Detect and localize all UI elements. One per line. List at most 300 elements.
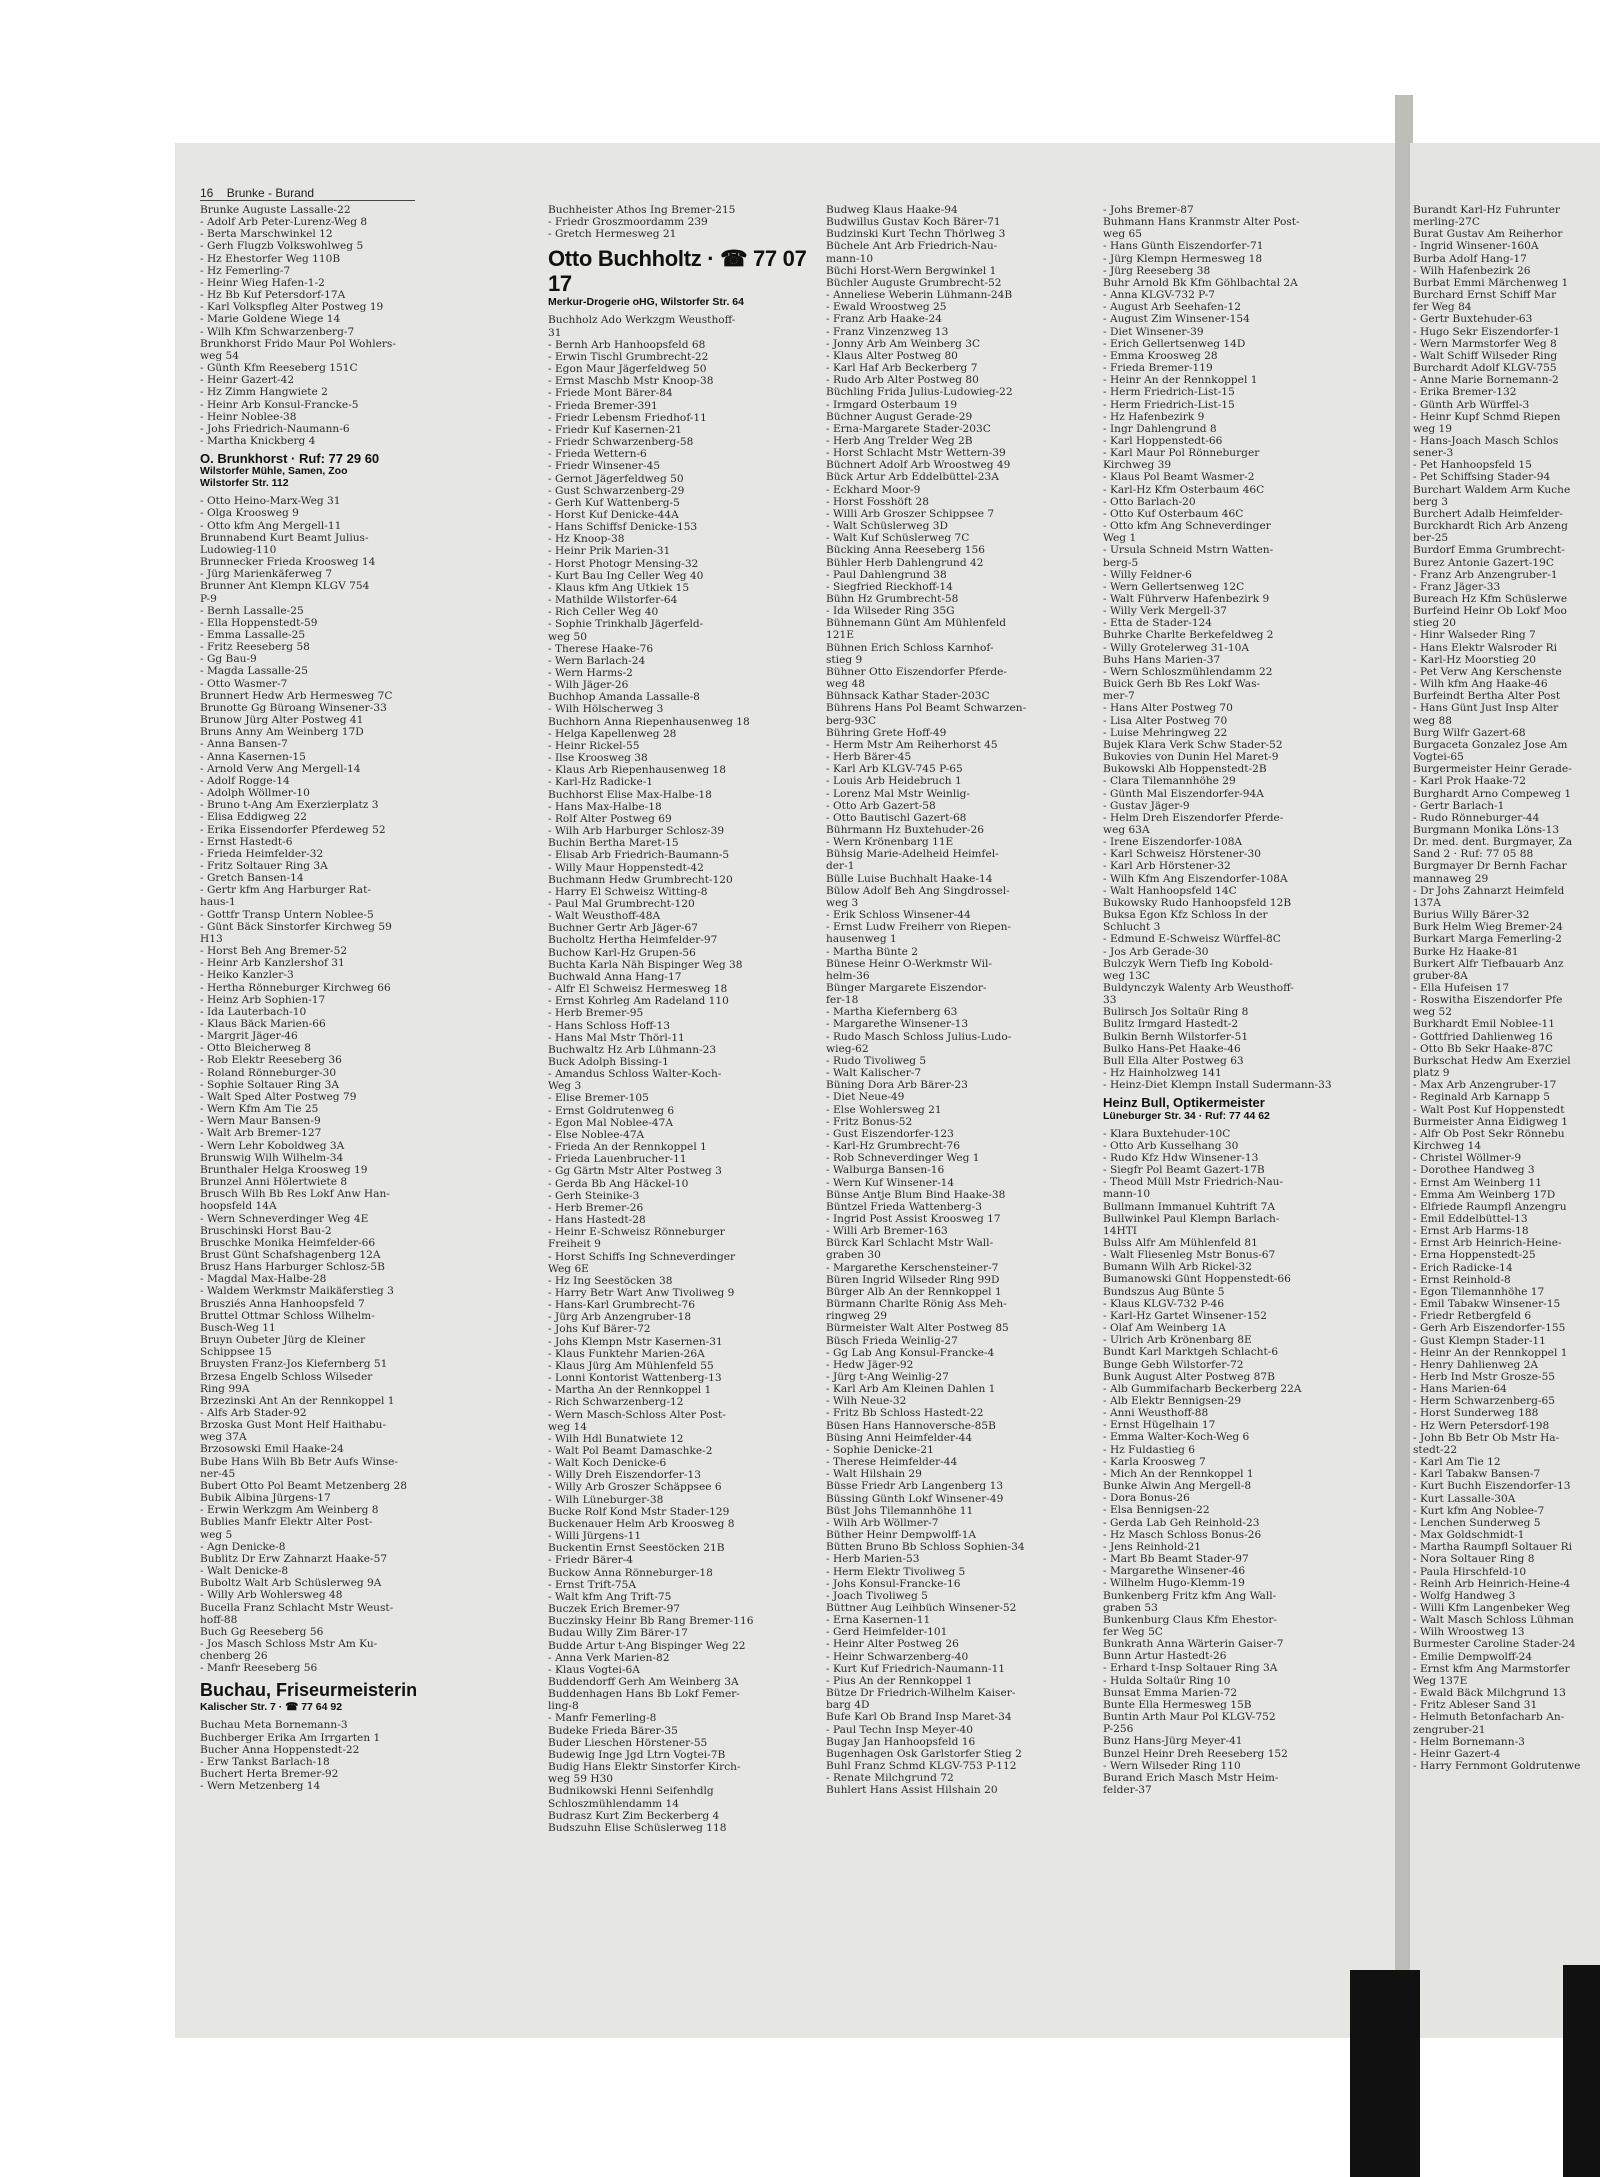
directory-entry: Buhrke Charlte Berkefeldweg 2 — [1103, 629, 1274, 642]
directory-entry: Schloszmühlendamm 14 — [548, 1797, 680, 1810]
directory-entry: helm-36 — [826, 969, 870, 982]
directory-entry: Brusch Wilh Bb Res Lokf Anw Han- — [200, 1188, 390, 1201]
directory-entry: - Karl Arb Am Kleinen Dahlen 1 — [826, 1383, 996, 1396]
directory-entry: - Frieda An der Rennkoppel 1 — [548, 1141, 707, 1154]
directory-entry: - Friedr Retbergfeld 6 — [1413, 1310, 1532, 1323]
directory-entry: Brunow Jürg Alter Postweg 41 — [200, 714, 364, 727]
directory-entry: - Margarethe Kerschensteiner-7 — [826, 1261, 999, 1274]
directory-entry: - Wern Gellertsenweg 12C — [1103, 580, 1245, 593]
directory-entry: - Horst Sunderweg 188 — [1413, 1407, 1539, 1420]
directory-entry: - Ingr Dahlengrund 8 — [1103, 422, 1217, 435]
directory-entry: Burchert Adalb Heimfelder- — [1413, 507, 1563, 520]
directory-entry: Bunkrath Anna Wärterin Gaiser-7 — [1103, 1638, 1284, 1651]
directory-entry: - Karl Maur Pol Rönneburger — [1103, 447, 1260, 460]
directory-entry: - Heinr Arb Kanzlershof 31 — [200, 957, 345, 970]
directory-entry: - Dora Bonus-26 — [1103, 1492, 1190, 1505]
directory-entry: Bucella Franz Schlacht Mstr Weust- — [200, 1601, 394, 1614]
column-5 — [1413, 204, 1600, 1772]
directory-entry: - Hertha Rönneburger Kirchweg 66 — [200, 981, 391, 994]
directory-entry: Bufe Karl Ob Brand Insp Maret-34 — [826, 1711, 1012, 1724]
directory-entry: Brunkhorst Frido Maur Pol Wohlers- — [200, 337, 396, 350]
directory-entry: - Hans Hastedt-28 — [548, 1214, 646, 1227]
directory-entry: - Ernst Hügelhain 17 — [1103, 1419, 1216, 1432]
directory-entry: - Willi Jürgens-11 — [548, 1530, 642, 1543]
directory-entry: - Heinr E-Schweisz Rönneburger — [548, 1226, 725, 1239]
directory-entry: - Rolf Alter Postweg 69 — [548, 812, 672, 825]
directory-entry: Brunner Ant Klempn KLGV 754 — [200, 580, 370, 593]
directory-entry: - Walt Weusthoff-48A — [548, 910, 661, 923]
directory-entry: - Erika Bremer-132 — [1413, 386, 1517, 399]
directory-entry: Büchner August Gerade-29 — [826, 410, 973, 423]
directory-entry: - Gerh Kuf Wattenberg-5 — [548, 496, 680, 509]
directory-entry: - Frieda Bremer-119 — [1103, 362, 1213, 375]
directory-entry: Brunswig Wilh Wilhelm-34 — [200, 1151, 344, 1164]
directory-entry: - Ernst Am Weinberg 11 — [1413, 1176, 1542, 1189]
directory-entry: Bunn Artur Hastedt-26 — [1103, 1650, 1227, 1663]
directory-entry: Bunz Hans-Jürg Meyer-41 — [1103, 1735, 1243, 1748]
directory-entry: haus-1 — [200, 896, 236, 909]
directory-entry: Burandt Karl-Hz Fuhrunter — [1413, 204, 1560, 216]
directory-entry: - Hz Fuldastieg 6 — [1103, 1443, 1196, 1456]
directory-entry: - Kurt Kuf Friedrich-Naumann-11 — [826, 1662, 1006, 1675]
directory-entry: Buchow Karl-Hz Grupen-56 — [548, 946, 696, 959]
directory-entry: - Alb Elektr Bennigsen-29 — [1103, 1395, 1242, 1407]
directory-entry: - Irmgard Osterbaum 19 — [826, 398, 958, 411]
directory-entry: - Hz Hafenbezirk 9 — [1103, 410, 1205, 423]
advertisement — [200, 1680, 475, 1713]
directory-entry: - Hz Ehestorfer Weg 110B — [200, 252, 341, 265]
directory-entry: - Klaus KLGV-732 P-46 — [1103, 1297, 1225, 1310]
directory-entry: - Heinr Gazert-42 — [200, 374, 295, 387]
directory-entry: Büren Ingrid Wilseder Ring 99D — [826, 1273, 1000, 1286]
directory-entry: - Walt Hilshain 29 — [826, 1468, 922, 1481]
directory-entry: - Theod Müll Mstr Friedrich-Nau- — [1103, 1176, 1284, 1189]
directory-entry: - Etta de Stader-124 — [1103, 617, 1213, 630]
directory-entry: Bumanowski Günt Hoppenstedt-66 — [1103, 1273, 1291, 1286]
running-header — [200, 186, 314, 200]
directory-entry: - Herm Mstr Am Reiherhorst 45 — [826, 738, 998, 751]
directory-entry: Bürck Karl Schlacht Mstr Wall- — [826, 1237, 994, 1250]
directory-entry: Büchi Horst-Wern Bergwinkel 1 — [826, 264, 997, 277]
directory-entry: - Bernh Lassalle-25 — [200, 604, 304, 617]
directory-entry: - Ernst Maschb Mstr Knoop-38 — [548, 375, 714, 388]
directory-entry: Budrasz Kurt Zim Beckerberg 4 — [548, 1809, 720, 1822]
directory-entry: Bunk August Alter Postweg 87B — [1103, 1370, 1275, 1383]
directory-entry: - Herm Friedrich-List-15 — [1103, 398, 1235, 411]
directory-entry: Buchner Gertr Arb Jäger-67 — [548, 922, 698, 935]
directory-entry: - Walt Masch Schloss Lühman — [1413, 1614, 1574, 1627]
directory-entry: Burke Hz Haake-81 — [1413, 945, 1519, 958]
directory-entry: Burius Willy Bärer-32 — [1413, 909, 1530, 922]
directory-entry: - Wern Harms-2 — [548, 667, 633, 679]
directory-entry: - Gust Klempn Stader-11 — [1413, 1334, 1546, 1347]
directory-entry: Burmeister Anna Eidigweg 1 — [1413, 1115, 1569, 1128]
directory-entry: - Ernst Ludw Freiherr von Riepen- — [826, 921, 1012, 934]
directory-entry: Buchheister Athos Ing Bremer-215 — [548, 204, 736, 216]
directory-entry: Burgaceta Gonzalez Jose Am — [1413, 738, 1568, 751]
directory-entry: - Ewald Wroostweg 25 — [826, 301, 947, 314]
directory-entry: - Walt Koch Denicke-6 — [548, 1457, 667, 1470]
directory-entry: - Otto Bleicherweg 8 — [200, 1042, 312, 1055]
directory-entry: - Wern Metzenberg 14 — [200, 1780, 321, 1793]
directory-entry: - Heinr Alter Postweg 26 — [826, 1638, 959, 1651]
directory-entry: Büchnert Adolf Arb Wroostweg 49 — [826, 459, 1011, 472]
directory-entry: wieg-62 — [826, 1042, 869, 1055]
directory-entry: chenberg 26 — [200, 1650, 268, 1663]
directory-entry: - Gg Lab Ang Konsul-Francke-4 — [826, 1346, 995, 1359]
directory-entry: - Wilh Arb Harburger Schlosz-39 — [548, 825, 725, 838]
directory-entry: Bühner Otto Eiszendorfer Pferde- — [826, 665, 1007, 678]
directory-entry: Brusziés Anna Hanhoopsfeld 7 — [200, 1297, 365, 1310]
directory-entry: Büst Johs Tilemannhöhe 11 — [826, 1504, 974, 1517]
directory-entry: - Gerh Steinike-3 — [548, 1189, 640, 1202]
directory-entry: - Walt Arb Bremer-127 — [200, 1127, 322, 1140]
directory-entry: - Erna Hoppenstedt-25 — [1413, 1249, 1536, 1262]
directory-entry: - Luise Mehringweg 22 — [1103, 726, 1228, 739]
directory-entry: - Ursula Schneid Mstrn Watten- — [1103, 544, 1274, 557]
directory-entry: Buckenauer Helm Arb Kroosweg 8 — [548, 1517, 735, 1530]
directory-entry: - Anni Weusthoff-88 — [1103, 1407, 1209, 1420]
directory-entry: fer-18 — [826, 994, 859, 1007]
directory-entry: - Karl-Hz Grumbrecht-76 — [826, 1140, 960, 1153]
directory-entry: - Otto Arb Kusselhang 30 — [1103, 1139, 1239, 1152]
directory-entry: Brunke Auguste Lassalle-22 — [200, 204, 351, 216]
directory-entry: - Klaus Bäck Marien-66 — [200, 1018, 326, 1030]
directory-entry: Bruschinski Horst Bau-2 — [200, 1224, 332, 1237]
directory-entry: - Pet Schiffsing Stader-94 — [1413, 471, 1551, 484]
directory-entry: - Emma Am Weinberg 17D — [1413, 1188, 1556, 1201]
directory-entry: - Amandus Schloss Walter-Koch- — [548, 1068, 722, 1081]
directory-entry: Buldynczyk Walenty Arb Weusthoff- — [1103, 982, 1294, 994]
directory-entry: - Sophie Trinkhalb Jägerfeld- — [548, 618, 704, 631]
directory-entry: - Karl Tabakw Bansen-7 — [1413, 1468, 1541, 1481]
directory-entry: zengruber-21 — [1413, 1723, 1486, 1736]
directory-entry: Budeke Frieda Bärer-35 — [548, 1724, 678, 1737]
directory-entry: - Bruno t-Ang Am Exerzierplatz 3 — [200, 799, 379, 812]
directory-entry: - Gerda Bb Ang Häckel-10 — [548, 1177, 689, 1190]
directory-entry: Bülow Adolf Beh Ang Singdrossel- — [826, 884, 1010, 897]
directory-entry: - Waldem Werkmstr Maikäferstieg 3 — [200, 1285, 394, 1298]
directory-entry: 31 — [548, 326, 562, 339]
directory-entry: - Elsa Bennigsen-22 — [1103, 1504, 1210, 1517]
directory-entry: - Hans Günth Eiszendorfer-71 — [1103, 240, 1264, 253]
directory-entry: - Ilse Kroosweg 38 — [548, 752, 648, 765]
directory-entry: - Wilh Hölscherweg 3 — [548, 703, 664, 716]
directory-entry: - Hz Knoop-38 — [548, 533, 625, 546]
directory-entry: - Willi Kfm Langenbeker Weg — [1413, 1601, 1571, 1614]
directory-entry: - Heinr Arb Konsul-Francke-5 — [200, 398, 359, 411]
directory-entry: - Franz Jäger-33 — [1413, 580, 1501, 593]
directory-entry: - Karl-Hz Moorstieg 20 — [1413, 653, 1537, 666]
directory-entry: - Gottfr Transp Untern Noblee-5 — [200, 908, 374, 921]
directory-entry: - Anna Verk Marien-82 — [548, 1651, 670, 1664]
directory-entry: Büsse Friedr Arb Langenberg 13 — [826, 1480, 1004, 1493]
directory-entry: Büchele Ant Arb Friedrich-Nau- — [826, 240, 998, 253]
directory-entry: P-9 — [200, 592, 217, 605]
directory-entry: - Johs Klempn Mstr Kasernen-31 — [548, 1335, 723, 1348]
directory-entry: - Herm Elektr Tivoliweg 5 — [826, 1565, 966, 1578]
directory-entry: - Anne Marie Bornemann-2 — [1413, 374, 1559, 387]
directory-entry: Burk Helm Wieg Bremer-24 — [1413, 921, 1563, 934]
directory-entry: - Magda Lassalle-25 — [200, 665, 309, 678]
directory-entry: Burchardt Adolf KLGV-755 — [1413, 362, 1557, 375]
directory-entry: Büsing Anni Heimfelder-44 — [826, 1431, 973, 1444]
directory-entry: - Wilhelm Hugo-Klemm-19 — [1103, 1577, 1245, 1590]
directory-entry: Bukowski Alb Hoppenstedt-2B — [1103, 763, 1267, 776]
directory-entry: - Gust Schwarzenberg-29 — [548, 484, 685, 497]
directory-entry: - Therese Haake-76 — [548, 642, 654, 655]
directory-entry: - Willy Dreh Eiszendorfer-13 — [548, 1469, 701, 1482]
directory-entry: - Ernst Arb Harms-18 — [1413, 1225, 1529, 1238]
directory-entry: - Horst Fosshöft 28 — [826, 495, 929, 508]
directory-entry: - Siegfr Pol Beamt Gazert-17B — [1103, 1164, 1265, 1177]
directory-entry: - Pius An der Rennkoppel 1 — [826, 1674, 973, 1687]
directory-entry: stedt-22 — [1413, 1443, 1458, 1456]
directory-entry: Brunnecker Frieda Kroosweg 14 — [200, 556, 376, 569]
directory-entry: - Gretch Hermesweg 21 — [548, 228, 677, 241]
directory-entry: Buczinsky Heinr Bb Rang Bremer-116 — [548, 1615, 754, 1628]
directory-entry: Brunthaler Helga Kroosweg 19 — [200, 1163, 368, 1176]
directory-entry: - Helmuth Betonfacharb An- — [1413, 1711, 1565, 1724]
directory-entry: - Gerda Lab Geh Reinhold-23 — [1103, 1516, 1260, 1529]
directory-entry: Bucke Rolf Kond Mstr Stader-129 — [548, 1505, 730, 1518]
directory-entry: - Ernst Goldrutenweg 6 — [548, 1104, 675, 1117]
directory-entry: - Gottfried Dahlienweg 16 — [1413, 1030, 1553, 1043]
directory-entry: Buchhorst Elise Max-Halbe-18 — [548, 788, 712, 801]
directory-entry: Bühnemann Günt Am Mühlenfeld — [826, 617, 1007, 630]
directory-entry: - Margrit Jäger-46 — [200, 1030, 298, 1043]
directory-entry: Buchert Herta Bremer-92 — [200, 1768, 339, 1781]
directory-entry: Bührens Hans Pol Beamt Schwarzen- — [826, 702, 1027, 715]
directory-entry: - Berta Marschwinkel 12 — [200, 228, 333, 241]
directory-entry: weg 14 — [548, 1420, 587, 1433]
directory-entry: - Paul Mal Grumbrecht-120 — [548, 897, 695, 910]
directory-entry: Buboltz Walt Arb Schüslerweg 9A — [200, 1577, 382, 1590]
directory-entry: - Wern Barlach-24 — [548, 654, 646, 667]
directory-entry: Dr. med. dent. Burgmayer, Za — [1413, 836, 1573, 849]
directory-entry: - Gerh Flugzb Volkswohlweg 5 — [200, 240, 364, 253]
directory-entry: Kirchweg 39 — [1103, 459, 1172, 472]
directory-entry: Brunnert Hedw Arb Hermesweg 7C — [200, 689, 393, 702]
directory-entry: - Anna Kasernen-15 — [200, 750, 306, 763]
directory-entry: - Hinr Walseder Ring 7 — [1413, 629, 1536, 642]
directory-entry: - Fritz Reeseberg 58 — [200, 641, 310, 654]
directory-entry: - Herm Friedrich-List-15 — [1103, 386, 1235, 399]
directory-entry: - Wilh Neue-32 — [826, 1395, 907, 1408]
directory-entry: - Herb Marien-53 — [826, 1553, 920, 1566]
directory-entry: - Gertr Barlach-1 — [1413, 799, 1505, 812]
directory-entry: graben 30 — [826, 1249, 881, 1262]
directory-entry: merling-27C — [1413, 216, 1480, 229]
directory-entry: Buchwaltz Hz Arb Lühmann-23 — [548, 1043, 717, 1056]
directory-entry: - Günt Bäck Sinstorfer Kirchweg 59 — [200, 920, 392, 933]
directory-entry: Bunkenberg Fritz kfm Ang Wall- — [1103, 1589, 1277, 1602]
directory-entry: Burfeind Heinr Ob Lokf Moo — [1413, 605, 1567, 618]
directory-entry: - Martha An der Rennkoppel 1 — [548, 1384, 712, 1397]
directory-entry: - Günth Kfm Reeseberg 151C — [200, 362, 358, 375]
directory-entry: - Wilh Jäger-26 — [548, 679, 629, 692]
directory-entry: - Gust Eiszendorfer-123 — [826, 1127, 954, 1140]
directory-entry: - Hz Zimm Hangwiete 2 — [200, 386, 328, 399]
directory-entry: - Hans-Joach Masch Schlos — [1413, 434, 1559, 447]
directory-entry: Burba Adolf Hang-17 — [1413, 252, 1527, 265]
directory-entry: - Ulrich Arb Krönenbarg 8E — [1103, 1334, 1252, 1347]
directory-entry: berg-93C — [826, 714, 877, 727]
binder-clip-right — [1563, 1965, 1600, 2177]
ad-line: Wilstorfer Str. 112 — [200, 477, 289, 490]
directory-entry: Buhs Hans Marien-37 — [1103, 653, 1221, 666]
directory-entry: - Jürg Arb Anzengruber-18 — [548, 1311, 692, 1324]
directory-entry: - Otto kfm Ang Schneverdinger — [1103, 520, 1271, 533]
directory-entry: - Heinz Arb Sophien-17 — [200, 993, 326, 1006]
directory-entry: - Olaf Am Weinberg 1A — [1103, 1322, 1226, 1335]
directory-entry: - Hans Alter Postweg 70 — [1103, 702, 1233, 715]
directory-entry: - Otto Barlach-20 — [1103, 495, 1196, 508]
directory-entry: - Agn Denicke-8 — [200, 1540, 286, 1553]
directory-entry: Bukovies von Dunin Hel Maret-9 — [1103, 751, 1279, 764]
directory-entry: - Paul Dahlengrund 38 — [826, 568, 947, 581]
directory-entry: - Johs Kuf Bärer-72 — [548, 1323, 651, 1336]
directory-entry: Bublies Manfr Elektr Alter Post- — [200, 1516, 373, 1529]
directory-entry: - Hans Günt Just Insp Alter — [1413, 702, 1559, 715]
directory-entry: Bühn Hz Grumbrecht-58 — [826, 593, 959, 605]
directory-entry: weg 88 — [1413, 714, 1452, 727]
directory-entry: - Gg Bau-9 — [200, 653, 257, 666]
directory-entry: - Heinr Rickel-55 — [548, 739, 640, 752]
directory-entry: - Erwin Werkzgm Am Weinberg 8 — [200, 1504, 379, 1517]
directory-entry: Bube Hans Wilh Bb Betr Aufs Winse- — [200, 1455, 398, 1468]
directory-entry: ling-8 — [548, 1700, 579, 1713]
directory-entry: Buick Gerh Bb Res Lokf Was- — [1103, 678, 1261, 691]
running-head: Brunke - Burand — [226, 186, 315, 200]
directory-entry: - Hans Elektr Walsroder Ri — [1413, 641, 1558, 654]
column-2 — [548, 204, 823, 1834]
directory-entry: Büntzel Frieda Wattenberg-3 — [826, 1200, 982, 1213]
directory-entry: Brzoska Gust Mont Helf Haithabu- — [200, 1419, 387, 1432]
directory-entry: - Harry Fernmont Goldrutenwe — [1413, 1760, 1581, 1772]
directory-entry: - Klaus Pol Beamt Wasmer-2 — [1103, 471, 1255, 484]
directory-entry: Büssing Günth Lokf Winsener-49 — [826, 1492, 1004, 1505]
directory-entry: Bühler Herb Dahlengrund 42 — [826, 556, 984, 569]
directory-entry: Buhr Arnold Bk Kfm Göhlbachtal 2A — [1103, 276, 1298, 289]
directory-entry: - Hedw Jäger-92 — [826, 1358, 914, 1371]
directory-entry: gruber-8A — [1413, 969, 1468, 982]
directory-entry: Burckhardt Rich Arb Anzeng — [1413, 520, 1568, 533]
directory-entry: Bünger Margarete Eiszendor- — [826, 982, 987, 994]
directory-entry: Bullwinkel Paul Klempn Barlach- — [1103, 1212, 1280, 1225]
advertisement — [548, 246, 823, 308]
directory-entry: - Günth Arb Würffel-3 — [1413, 398, 1530, 411]
directory-entry: Buder Lieschen Hörstener-55 — [548, 1736, 708, 1749]
directory-entry: - Heinz-Diet Klempn Install Sudermann-33 — [1103, 1079, 1332, 1092]
directory-entry: - Kurt Lassalle-30A — [1413, 1492, 1516, 1505]
directory-entry: - Willy Grotelerweg 31-10A — [1103, 641, 1249, 654]
directory-entry: - Wern Lehr Koboldweg 3A — [200, 1139, 345, 1152]
directory-entry: Bruns Anny Am Weinberg 17D — [200, 726, 364, 739]
directory-entry: Buchhorn Anna Riepenhausenweg 18 — [548, 715, 750, 728]
directory-entry: - Herb Bärer-45 — [826, 751, 912, 764]
directory-entry: - Arnold Verw Ang Mergell-14 — [200, 762, 361, 775]
directory-entry: - Hans Mal Mstr Thörl-11 — [548, 1031, 685, 1044]
directory-entry: - Reinh Arb Heinrich-Heine-4 — [1413, 1577, 1571, 1590]
directory-entry: - Margarethe Winsener-13 — [826, 1018, 969, 1031]
directory-entry: Buksa Egon Kfz Schloss In der — [1103, 909, 1268, 922]
directory-entry: Bünse Antje Blum Bind Haake-38 — [826, 1188, 1006, 1201]
directory-entry: - Kurt Bau Ing Celler Weg 40 — [548, 569, 704, 582]
directory-entry: Burkschat Hedw Am Exerziel — [1413, 1054, 1571, 1067]
column-1 — [200, 204, 475, 1792]
directory-entry: - Hans Marien-64 — [1413, 1383, 1507, 1396]
directory-entry: Bühnen Erich Schloss Karnhof- — [826, 641, 994, 654]
directory-entry: Bujek Klara Verk Schw Stader-52 — [1103, 738, 1283, 751]
directory-entry: - Otto Bautischl Gazert-68 — [826, 811, 967, 824]
directory-entry: Bulirsch Jos Soltaür Ring 8 — [1103, 1006, 1249, 1019]
directory-entry: Buhmann Hans Kranmstr Alter Post- — [1103, 216, 1300, 229]
directory-entry: - Herb Ang Trelder Weg 2B — [826, 434, 973, 447]
directory-entry: - Franz Arb Haake-24 — [826, 313, 942, 326]
directory-entry: - Ida Lauterbach-10 — [200, 1005, 307, 1018]
directory-entry: - Walt Hanhoopsfeld 14C — [1103, 884, 1237, 897]
directory-entry: - Walt Kuf Schüslerweg 7C — [826, 532, 970, 545]
directory-entry: platz 9 — [1413, 1067, 1450, 1080]
directory-entry: felder-37 — [1103, 1784, 1152, 1796]
directory-entry: - Karl Schweisz Hörstener-30 — [1103, 848, 1261, 861]
directory-entry: graben 53 — [1103, 1601, 1158, 1614]
directory-entry: - Otto Arb Gazert-58 — [826, 799, 936, 812]
directory-entry: - Wilh Hafenbezirk 26 — [1413, 264, 1531, 277]
directory-entry: 33 — [1103, 994, 1117, 1007]
directory-entry: - Sophie Denicke-21 — [826, 1443, 934, 1456]
directory-entry: - Roswitha Eiszendorfer Pfe — [1413, 994, 1563, 1007]
directory-entry: Burez Antonie Gazert-19C — [1413, 556, 1554, 569]
directory-entry: Bunke Alwin Ang Mergell-8 — [1103, 1480, 1252, 1493]
directory-entry: - Klara Buxtehuder-10C — [1103, 1127, 1231, 1140]
directory-entry: - Karl Am Tie 12 — [1413, 1456, 1501, 1469]
directory-entry: - Martha Raumpfl Soltauer Ri — [1413, 1541, 1573, 1554]
directory-entry: Bunzel Heinr Dreh Reeseberg 152 — [1103, 1747, 1288, 1760]
directory-entry: weg 13C — [1103, 969, 1151, 982]
directory-entry: hausenweg 1 — [826, 933, 897, 946]
directory-entry: - Friedr Groszmoordamm 239 — [548, 216, 708, 229]
directory-entry: - Hulda Soltaür Ring 10 — [1103, 1674, 1231, 1687]
directory-entry: - Johs Bremer-87 — [1103, 204, 1194, 216]
directory-entry: Bull Ella Alter Postweg 63 — [1103, 1054, 1244, 1067]
directory-entry: - Rudo Tivoliweg 5 — [826, 1054, 927, 1067]
directory-entry: - Karl-Hz Radicke-1 — [548, 776, 654, 789]
directory-entry: Buddendorff Gerh Am Weinberg 3A — [548, 1675, 739, 1688]
directory-entry: Bürmann Charlte Rönig Ass Meh- — [826, 1298, 1007, 1311]
header-rule — [200, 200, 415, 201]
directory-entry: - Hans Max-Halbe-18 — [548, 800, 662, 813]
directory-entry: Burghardt Arno Compeweg 1 — [1413, 787, 1572, 800]
directory-entry: - Heinr An der Rennkoppel 1 — [1413, 1346, 1568, 1359]
directory-entry: - Herb Ind Mstr Grosze-55 — [1413, 1371, 1556, 1383]
directory-entry: - Jos Masch Schloss Mstr Am Ku- — [200, 1637, 378, 1650]
directory-entry: - Gernot Jägerfeldweg 50 — [548, 472, 684, 485]
directory-entry: Burg Wilfr Gazert-68 — [1413, 726, 1526, 739]
directory-entry: Buchhop Amanda Lassalle-8 — [548, 691, 700, 704]
directory-entry: - Elisab Arb Friedrich-Baumann-5 — [548, 849, 730, 862]
directory-entry: - Elisa Eddigweg 22 — [200, 811, 308, 824]
directory-entry: - Erich Gellertsenweg 14D — [1103, 337, 1246, 350]
directory-entry: Burbat Emmi Märchenweg 1 — [1413, 276, 1569, 289]
directory-entry: Budig Hans Elektr Sinstorfer Kirch- — [548, 1761, 741, 1774]
directory-entry: Bugenhagen Osk Garlstorfer Stieg 2 — [826, 1747, 1022, 1760]
directory-entry: - Martha Bünte 2 — [826, 945, 919, 958]
directory-entry: - Willi Arb Groszer Schippsee 7 — [826, 507, 995, 520]
directory-entry: Bunte Ella Hermesweg 15B — [1103, 1698, 1252, 1711]
directory-entry: - Willy Arb Wohlersweg 48 — [200, 1589, 343, 1602]
